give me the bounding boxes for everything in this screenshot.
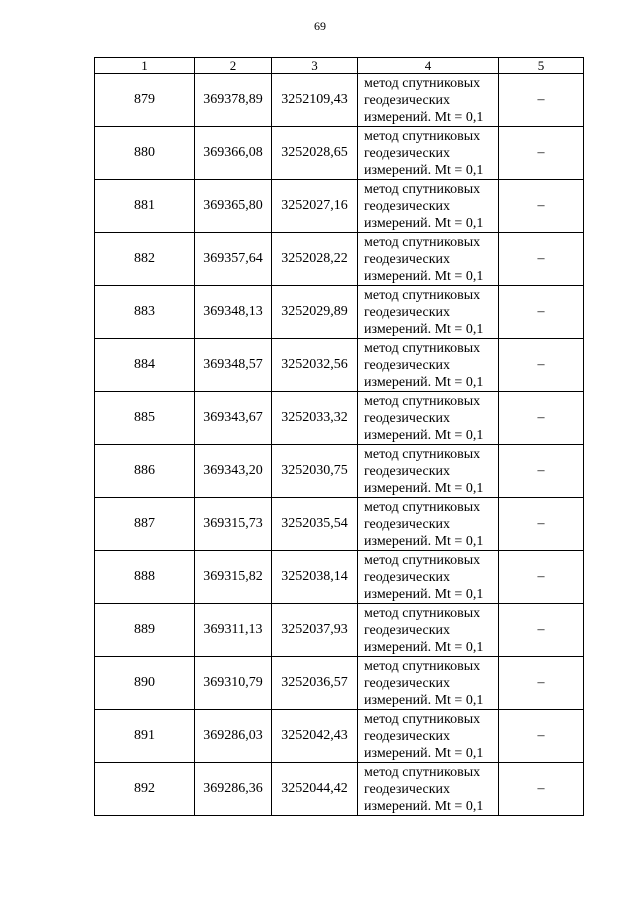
x-coordinate-cell: 369311,13 (195, 604, 272, 657)
method-cell (358, 604, 499, 657)
method-text-line: измерений. Mt = 0,1 (364, 798, 484, 814)
table-row (95, 551, 584, 604)
point-number-cell: 880 (95, 127, 195, 180)
method-text-line: измерений. Mt = 0,1 (364, 639, 484, 655)
method-cell (358, 392, 499, 445)
point-number-cell: 890 (95, 657, 195, 710)
method-text-line: измерений. Mt = 0,1 (364, 321, 484, 337)
x-coordinate-cell: 369378,89 (195, 74, 272, 127)
method-text-line: измерений. Mt = 0,1 (364, 745, 484, 761)
point-number-cell: 884 (95, 339, 195, 392)
method-text-line: метод спутниковых (364, 711, 481, 727)
method-text-line: измерений. Mt = 0,1 (364, 374, 484, 390)
point-number-cell: 886 (95, 445, 195, 498)
method-text-line: геодезических (364, 251, 451, 267)
note-cell: – (499, 233, 584, 286)
x-coordinate-cell: 369315,82 (195, 551, 272, 604)
note-cell: – (499, 657, 584, 710)
y-coordinate-cell: 3252038,14 (272, 551, 358, 604)
method-text-line: метод спутниковых (364, 446, 481, 462)
table-row (95, 604, 584, 657)
method-text-line: геодезических (364, 198, 451, 214)
y-coordinate-cell: 3252032,56 (272, 339, 358, 392)
column-header-1: 1 (95, 58, 195, 74)
method-cell (358, 74, 499, 127)
x-coordinate-cell: 369310,79 (195, 657, 272, 710)
column-header-5: 5 (499, 58, 584, 74)
column-header-2: 2 (195, 58, 272, 74)
y-coordinate-cell: 3252033,32 (272, 392, 358, 445)
method-text-line: измерений. Mt = 0,1 (364, 586, 484, 602)
y-coordinate-cell: 3252042,43 (272, 710, 358, 763)
x-coordinate-cell: 369348,57 (195, 339, 272, 392)
method-text-line: метод спутниковых (364, 340, 481, 356)
method-text-line: геодезических (364, 675, 451, 691)
table-row (95, 498, 584, 551)
table-row (95, 127, 584, 180)
method-cell (358, 445, 499, 498)
x-coordinate-cell: 369365,80 (195, 180, 272, 233)
table-row (95, 233, 584, 286)
y-coordinate-cell: 3252044,42 (272, 763, 358, 816)
method-text-line: измерений. Mt = 0,1 (364, 109, 484, 125)
y-coordinate-cell: 3252037,93 (272, 604, 358, 657)
note-cell: – (499, 286, 584, 339)
y-coordinate-cell: 3252036,57 (272, 657, 358, 710)
x-coordinate-cell: 369357,64 (195, 233, 272, 286)
method-text-line: метод спутниковых (364, 552, 481, 568)
x-coordinate-cell: 369286,36 (195, 763, 272, 816)
table-row (95, 763, 584, 816)
note-cell: – (499, 74, 584, 127)
y-coordinate-cell: 3252028,22 (272, 233, 358, 286)
x-coordinate-cell: 369343,20 (195, 445, 272, 498)
method-cell (358, 763, 499, 816)
point-number-cell: 888 (95, 551, 195, 604)
x-coordinate-cell: 369366,08 (195, 127, 272, 180)
y-coordinate-cell: 3252109,43 (272, 74, 358, 127)
method-text-line: геодезических (364, 463, 451, 479)
note-cell: – (499, 604, 584, 657)
method-text-line: геодезических (364, 145, 451, 161)
table-body (95, 74, 584, 816)
column-header-3: 3 (272, 58, 358, 74)
point-number-cell: 887 (95, 498, 195, 551)
method-text-line: геодезических (364, 516, 451, 532)
table-row (95, 392, 584, 445)
note-cell: – (499, 498, 584, 551)
point-number-cell: 892 (95, 763, 195, 816)
method-text-line: измерений. Mt = 0,1 (364, 427, 484, 443)
header-row (95, 58, 584, 74)
method-text-line: измерений. Mt = 0,1 (364, 215, 484, 231)
method-text-line: метод спутниковых (364, 181, 481, 197)
point-number-cell: 883 (95, 286, 195, 339)
method-text-line: измерений. Mt = 0,1 (364, 692, 484, 708)
point-number-cell: 891 (95, 710, 195, 763)
method-text-line: метод спутниковых (364, 499, 481, 515)
x-coordinate-cell: 369343,67 (195, 392, 272, 445)
y-coordinate-cell: 3252030,75 (272, 445, 358, 498)
method-text-line: метод спутниковых (364, 605, 481, 621)
column-header-4: 4 (358, 58, 499, 74)
x-coordinate-cell: 369315,73 (195, 498, 272, 551)
method-text-line: измерений. Mt = 0,1 (364, 533, 484, 549)
x-coordinate-cell: 369286,03 (195, 710, 272, 763)
method-cell (358, 127, 499, 180)
y-coordinate-cell: 3252035,54 (272, 498, 358, 551)
method-text-line: метод спутниковых (364, 287, 481, 303)
page-number: 69 (314, 19, 326, 33)
note-cell: – (499, 763, 584, 816)
point-number-cell: 881 (95, 180, 195, 233)
method-cell (358, 710, 499, 763)
method-cell (358, 551, 499, 604)
note-cell: – (499, 180, 584, 233)
table-row (95, 710, 584, 763)
method-text-line: метод спутниковых (364, 75, 481, 91)
method-cell (358, 657, 499, 710)
method-cell (358, 286, 499, 339)
method-text-line: измерений. Mt = 0,1 (364, 268, 484, 284)
point-number-cell: 882 (95, 233, 195, 286)
point-number-cell: 879 (95, 74, 195, 127)
method-text-line: метод спутниковых (364, 658, 481, 674)
y-coordinate-cell: 3252028,65 (272, 127, 358, 180)
table-row (95, 74, 584, 127)
note-cell: – (499, 339, 584, 392)
table-row (95, 286, 584, 339)
method-text-line: геодезических (364, 622, 451, 638)
method-text-line: измерений. Mt = 0,1 (364, 162, 484, 178)
method-cell (358, 180, 499, 233)
method-text-line: геодезических (364, 357, 451, 373)
method-text-line: измерений. Mt = 0,1 (364, 480, 484, 496)
method-cell (358, 233, 499, 286)
method-cell (358, 498, 499, 551)
method-text-line: геодезических (364, 304, 451, 320)
y-coordinate-cell: 3252027,16 (272, 180, 358, 233)
method-text-line: геодезических (364, 410, 451, 426)
method-text-line: метод спутниковых (364, 128, 481, 144)
y-coordinate-cell: 3252029,89 (272, 286, 358, 339)
note-cell: – (499, 710, 584, 763)
note-cell: – (499, 551, 584, 604)
method-text-line: геодезических (364, 728, 451, 744)
point-number-cell: 885 (95, 392, 195, 445)
method-text-line: геодезических (364, 781, 451, 797)
table-row (95, 180, 584, 233)
table-row (95, 445, 584, 498)
note-cell: – (499, 127, 584, 180)
method-text-line: метод спутниковых (364, 234, 481, 250)
method-cell (358, 339, 499, 392)
method-text-line: геодезических (364, 569, 451, 585)
coordinates-table (94, 57, 584, 816)
note-cell: – (499, 445, 584, 498)
table-row (95, 339, 584, 392)
method-text-line: метод спутниковых (364, 393, 481, 409)
point-number-cell: 889 (95, 604, 195, 657)
x-coordinate-cell: 369348,13 (195, 286, 272, 339)
note-cell: – (499, 392, 584, 445)
method-text-line: геодезических (364, 92, 451, 108)
table-row (95, 657, 584, 710)
method-text-line: метод спутниковых (364, 764, 481, 780)
